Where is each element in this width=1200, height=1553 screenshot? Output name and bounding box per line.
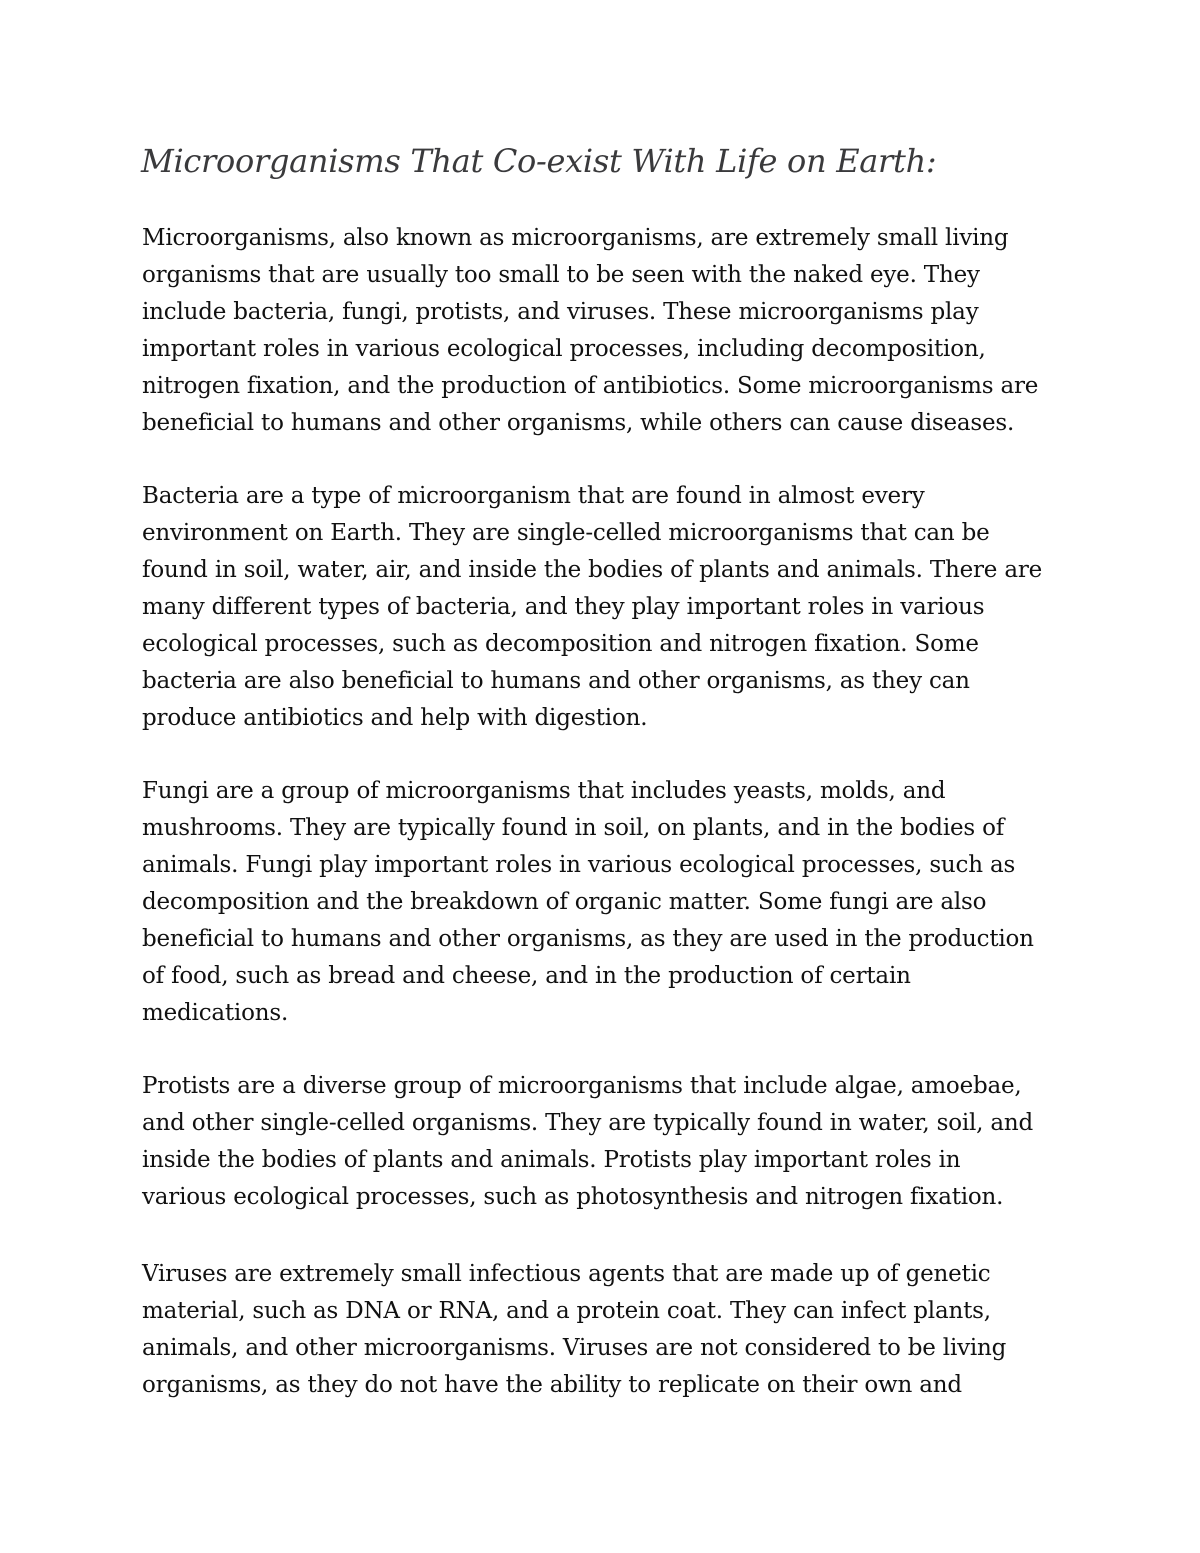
paragraph-viruses: [142, 1256, 1072, 1404]
paragraph-line: found in soil, water, air, and inside the bodies of plants and animals. There are: [142, 557, 1043, 583]
paragraph-line: decomposition and the breakdown of organic matter. Some fungi are also: [142, 889, 987, 915]
paragraph-line: organisms, as they do not have the ability to replicate on their own and: [142, 1372, 962, 1398]
paragraph-line: many different types of bacteria, and they play important roles in various: [142, 594, 985, 620]
paragraph-line: material, such as DNA or RNA, and a protein coat. They can infect plants,: [142, 1298, 991, 1324]
paragraph-line: of food, such as bread and cheese, and in the production of certain: [142, 963, 911, 989]
paragraph-line: Fungi are a group of microorganisms that includes yeasts, molds, and: [142, 778, 946, 804]
paragraph-line: various ecological processes, such as photosynthesis and nitrogen fixation.: [142, 1184, 1004, 1210]
paragraph-line: produce antibiotics and help with digestion.: [142, 705, 648, 731]
paragraph-line: Bacteria are a type of microorganism that are found in almost every: [142, 483, 925, 509]
document-title: Microorganisms That Co-exist With Life on Earth:: [141, 142, 937, 180]
paragraph-fungi: [142, 773, 1072, 1032]
paragraph-line: nitrogen fixation, and the production of antibiotics. Some microorganisms are: [142, 373, 1039, 399]
paragraph-line: important roles in various ecological processes, including decomposition,: [142, 336, 986, 362]
paragraph-protists: [142, 1068, 1072, 1216]
paragraph-line: mushrooms. They are typically found in soil, on plants, and in the bodies of: [142, 815, 1005, 841]
paragraph-line: bacteria are also beneficial to humans and other organisms, as they can: [142, 668, 970, 694]
paragraph-line: inside the bodies of plants and animals. Protists play important roles in: [142, 1147, 961, 1173]
paragraph-line: ecological processes, such as decomposition and nitrogen fixation. Some: [142, 631, 979, 657]
paragraph-line: include bacteria, fungi, protists, and viruses. These microorganisms play: [142, 299, 979, 325]
paragraph-line: beneficial to humans and other organisms, as they are used in the production: [142, 926, 1034, 952]
paragraph-line: Protists are a diverse group of microorganisms that include algae, amoebae,: [142, 1073, 1022, 1099]
paragraph-line: Microorganisms, also known as microorganisms, are extremely small living: [142, 225, 1009, 251]
paragraph-line: environment on Earth. They are single-celled microorganisms that can be: [142, 520, 990, 546]
paragraph-overview: [142, 220, 1072, 442]
paragraph-line: animals. Fungi play important roles in various ecological processes, such as: [142, 852, 1016, 878]
paragraph-line: animals, and other microorganisms. Viruses are not considered to be living: [142, 1335, 1007, 1361]
paragraph-line: organisms that are usually too small to be seen with the naked eye. They: [142, 262, 980, 288]
paragraph-line: Viruses are extremely small infectious agents that are made up of genetic: [142, 1261, 991, 1287]
paragraph-line: beneficial to humans and other organisms, while others can cause diseases.: [142, 410, 1015, 436]
paragraph-line: and other single-celled organisms. They are typically found in water, soil, and: [142, 1110, 1034, 1136]
paragraph-bacteria: [142, 478, 1072, 737]
paragraph-line: medications.: [142, 1000, 289, 1026]
